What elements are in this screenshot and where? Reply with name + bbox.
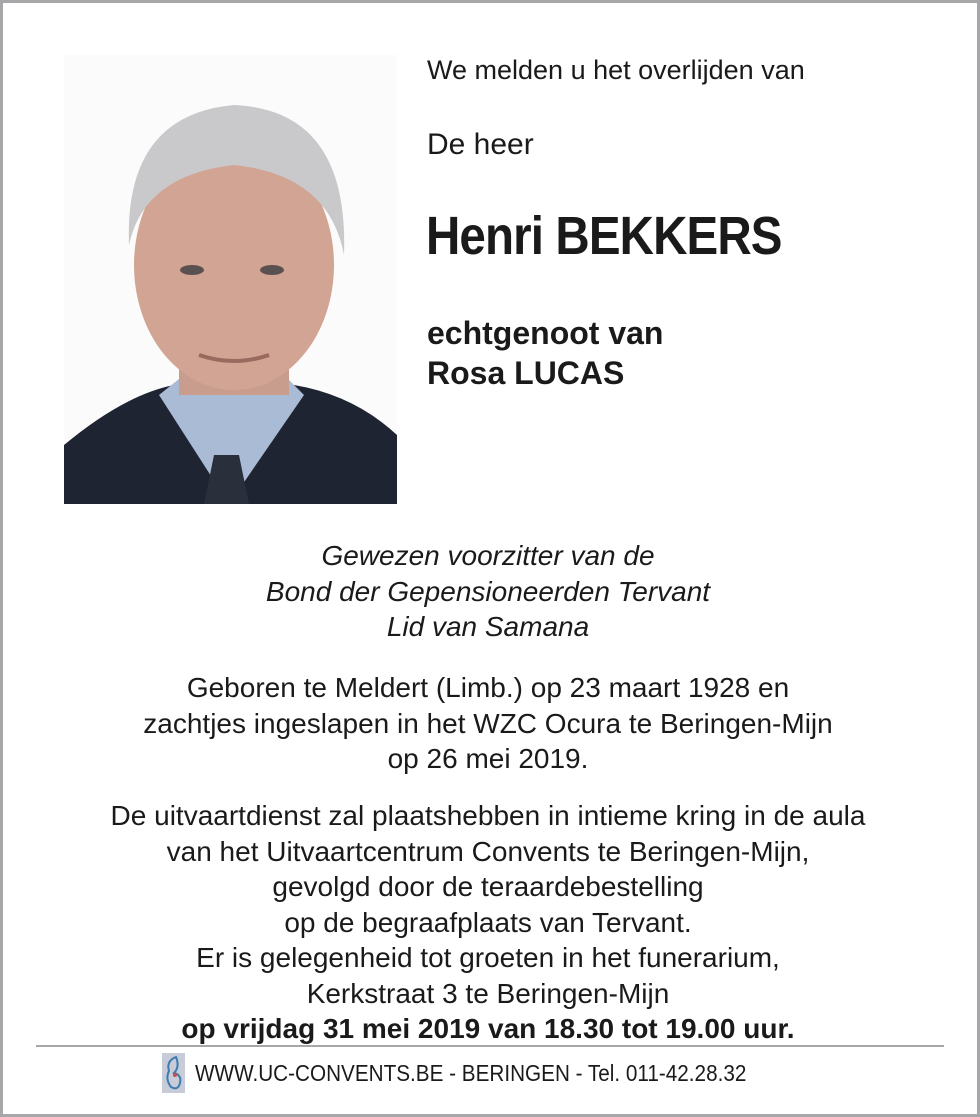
birth-death-block bbox=[0, 670, 976, 777]
footer-divider bbox=[36, 1045, 944, 1047]
title-text: De heer bbox=[427, 128, 534, 161]
birth-death-line: zachtjes ingeslapen in het WZC Ocura te Beringen-Mijn bbox=[143, 707, 833, 739]
funeral-home-logo-icon bbox=[162, 1053, 185, 1093]
spouse-label: echtgenoot van bbox=[427, 315, 664, 351]
role-line: Gewezen voorzitter van de bbox=[321, 540, 655, 571]
service-line: Er is gelegenheid tot groeten in het funerarium, bbox=[196, 942, 780, 973]
birth-death-line: op 26 mei 2019. bbox=[387, 743, 589, 774]
role-line: Lid van Samana bbox=[386, 611, 590, 642]
service-line: De uitvaartdienst zal plaatshebben in intieme kring in de aula bbox=[110, 800, 866, 831]
birth-death-line: Geboren te Meldert (Limb.) op 23 maart 1928 en bbox=[186, 672, 790, 703]
service-line: gevolgd door de teraardebestelling bbox=[272, 871, 704, 902]
service-line: Kerkstraat 3 te Beringen-Mijn bbox=[306, 977, 670, 1009]
spouse-name: Rosa LUCAS bbox=[427, 355, 625, 391]
deceased-name: Henri BEKKERS bbox=[426, 206, 782, 266]
intro-text: We melden u het overlijden van bbox=[427, 55, 805, 85]
service-line: op de begraafplaats van Tervant. bbox=[284, 906, 692, 938]
service-line: van het Uitvaartcentrum Convents te Beringen-Mijn, bbox=[166, 835, 810, 867]
footer bbox=[162, 1053, 808, 1093]
visitation-time: op vrijdag 31 mei 2019 van 18.30 tot 19.00 uur. bbox=[181, 1013, 795, 1044]
roles-block bbox=[0, 538, 976, 645]
footer-contact: WWW.UC-CONVENTS.BE - BERINGEN - Tel. 011-42.28.32 bbox=[195, 1059, 747, 1086]
spouse-block bbox=[427, 313, 663, 393]
role-line: Bond der Gepensioneerden Tervant bbox=[265, 575, 711, 607]
portrait-photo bbox=[64, 55, 397, 504]
service-block bbox=[0, 798, 976, 1047]
